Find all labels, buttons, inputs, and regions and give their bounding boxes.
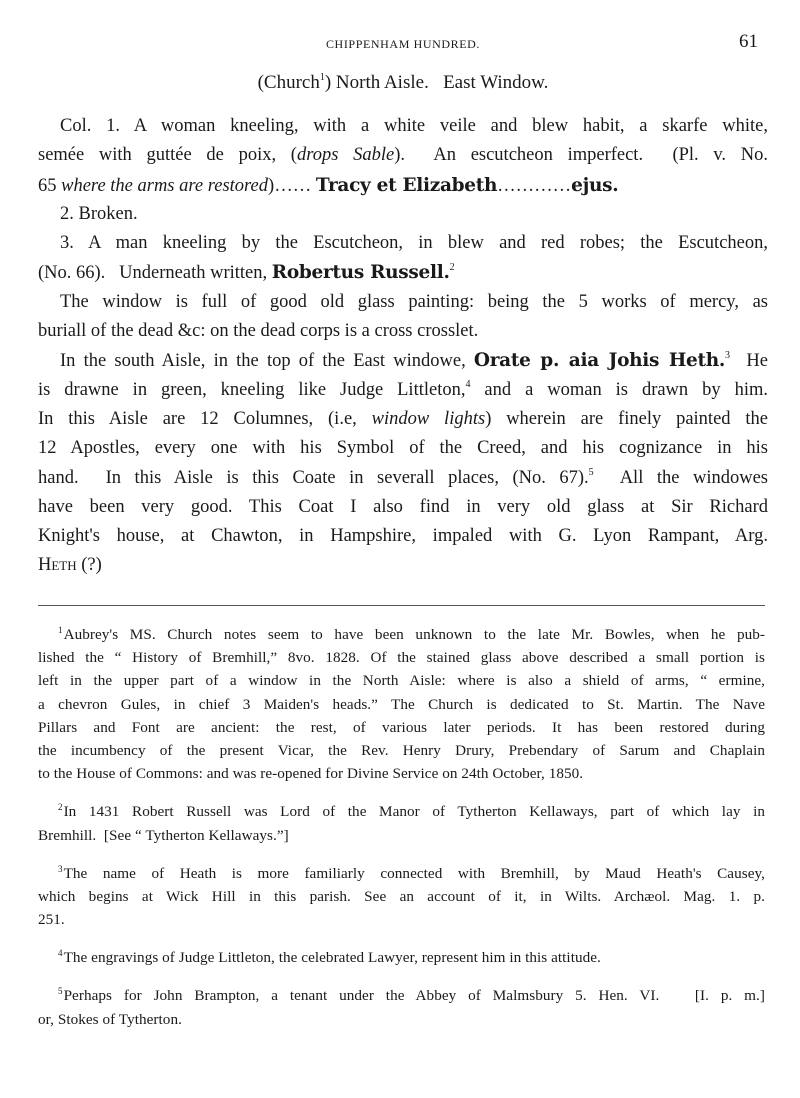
footnote-line: lished the “ History of Bremhill,” 8vo. 1828. Of the stained glass above described a small portion is: [38, 649, 765, 667]
footnote-ref-2[interactable]: 2: [449, 262, 455, 274]
section-heading: [38, 72, 768, 94]
south-para-line-3: [38, 405, 768, 434]
text-segment: All the windowes: [593, 467, 768, 488]
footnote-ref-1[interactable]: 1: [319, 72, 325, 83]
text-segment: )……: [268, 175, 316, 196]
south-para-line-8: [38, 551, 768, 580]
footnote-line: 251.: [38, 911, 65, 929]
footnote-line: to the House of Commons: and was re-opened for Divine Service on 24th October, 1850.: [38, 765, 584, 783]
text-segment: He: [730, 351, 768, 372]
running-head: [38, 31, 768, 53]
body-text: [38, 112, 768, 581]
footnote-mark: 1: [58, 625, 63, 635]
footnote-line: [38, 946, 765, 969]
south-para-line-6: have been very good. This Coat I also find in very old glass at Sir Richard: [38, 496, 768, 517]
footnote-text: Aubrey's MS. Church notes seem to have been unknown to the late Mr. Bowles, when he pub-: [63, 626, 765, 643]
text-segment: In the south Aisle, in the top of the East windowe,: [60, 351, 474, 372]
italic-gloss: drops Sable: [296, 145, 395, 166]
italic-note: where the arms are restored: [61, 175, 269, 196]
footnote-line: [38, 862, 765, 885]
footnote-mark: 2: [58, 802, 63, 813]
footnote-ref-5[interactable]: 5: [588, 466, 594, 478]
smallcaps-name: Heth: [38, 555, 77, 576]
footnote-text: The engravings of Judge Littleton, the celebrated Lawyer, represent him in this attitude.: [63, 949, 601, 967]
text-segment: In this Aisle are 12 Columnes, (i.e,: [38, 408, 372, 429]
col3-line-2: [38, 258, 768, 287]
south-para-line-7: Knight's house, at Chawton, in Hampshire, impaled with G. Lyon Rampant, Arg.: [38, 526, 768, 547]
text-segment: is drawne in green, kneeling like Judge Littleton,: [38, 379, 466, 400]
footnote-ref-3[interactable]: 3: [725, 350, 731, 362]
heading-text-before: (Church: [257, 72, 320, 93]
col1-line-1: Col. 1. A woman kneeling, with a white veile and blew habit, a skarfe white,: [60, 116, 768, 136]
footnote-2: [38, 800, 765, 846]
text-segment: 65: [38, 175, 62, 196]
south-para-line-1: [38, 346, 768, 375]
footnote-3: [38, 862, 765, 932]
footnote-line: Pillars and Font are ancient: the rest, of various later periods. It has been restored during: [38, 718, 765, 736]
page-number: 61: [739, 31, 758, 52]
footnote-text: The name of Heath is more familiarly connected with Bremhill, by Maud Heath's Causey,: [63, 864, 765, 882]
col3-line-1: 3. A man kneeling by the Escutcheon, in blew and red robes; the Escutcheon,: [60, 233, 768, 254]
footnote-mark: 3: [58, 863, 63, 874]
footnote-mark: 5: [58, 986, 63, 997]
running-title: CHIPPENHAM HUNDRED.: [325, 37, 481, 51]
footnote-1: [38, 623, 765, 785]
col1-line-3: [38, 171, 768, 200]
footnote-line: left in the upper part of a window in the North Aisle: where is also a shield of arms, “ ermine,: [38, 672, 765, 690]
footnote-line: Bremhill. [See “ Tytherton Kellaways.”]: [38, 826, 289, 844]
heading-text-after: ) North Aisle. East Window.: [324, 72, 549, 93]
leader-dots: …………: [497, 175, 572, 196]
window-para-line-1: The window is full of good old glass painting: being the 5 works of mercy, as: [60, 291, 768, 312]
footnote-text: Perhaps for John Brampton, a tenant under the Abbey of Malmsbury 5. Hen. VI. [I. p. m.]: [63, 987, 765, 1005]
text-segment: ) wherein are finely painted the: [485, 408, 768, 429]
south-para-line-5: [38, 464, 768, 493]
text-segment: (No. 66). Underneath written,: [38, 263, 272, 284]
footnote-separator-rule: [38, 605, 765, 606]
text-segment: hand. In this Aisle is this Coate in severall places, (No. 67).: [38, 467, 589, 488]
footnote-mark: 4: [58, 948, 63, 959]
south-para-line-4: 12 Apostles, every one with his Symbol of the Creed, and his cognizance in his: [38, 438, 768, 459]
blackletter-inscription: Orate p. aia Johis Heth.: [473, 350, 726, 372]
col1-line-2: [38, 141, 768, 170]
footnotes: [38, 623, 765, 1046]
footnote-text: In 1431 Robert Russell was Lord of the Manor of Tytherton Kellaways, part of which lay in: [63, 803, 765, 821]
footnote-line: the incumbency of the present Vicar, the Rev. Henry Drury, Prebendary of Sarum and Chaplain: [38, 741, 765, 759]
footnote-line: [38, 800, 765, 823]
footnote-5: [38, 984, 765, 1030]
blackletter-inscription: ejus.: [571, 174, 619, 196]
text-segment: semée with guttée de poix, (: [38, 145, 297, 166]
footnote-line: [38, 984, 765, 1007]
col2-line: 2. Broken.: [60, 203, 138, 224]
footnote-line: or, Stokes of Tytherton.: [38, 1010, 182, 1028]
south-para-line-2: [38, 376, 768, 405]
blackletter-inscription: Tracy et Elizabeth: [315, 174, 498, 196]
blackletter-inscription: Robertus Russell.: [271, 262, 450, 284]
italic-gloss: window lights: [371, 408, 486, 429]
footnote-line: a chevron Gules, in chief 3 Maiden's heads.” The Church is dedicated to St. Martin. The Nave: [38, 695, 765, 713]
text-segment: and a woman is drawn by him.: [470, 379, 768, 400]
text-segment: (?): [76, 555, 102, 576]
footnote-ref-4[interactable]: 4: [465, 378, 471, 390]
text-segment: ). An escutcheon imperfect. (Pl. v. No.: [394, 145, 768, 166]
footnote-line: [38, 623, 765, 646]
window-para-line-2: buriall of the dead &c: on the dead corps is a cross crosslet.: [38, 321, 479, 342]
footnote-4: [38, 946, 765, 969]
footnote-line: which begins at Wick Hill in this parish. See an account of it, in Wilts. Archæol. Mag. 1. p.: [38, 887, 765, 905]
